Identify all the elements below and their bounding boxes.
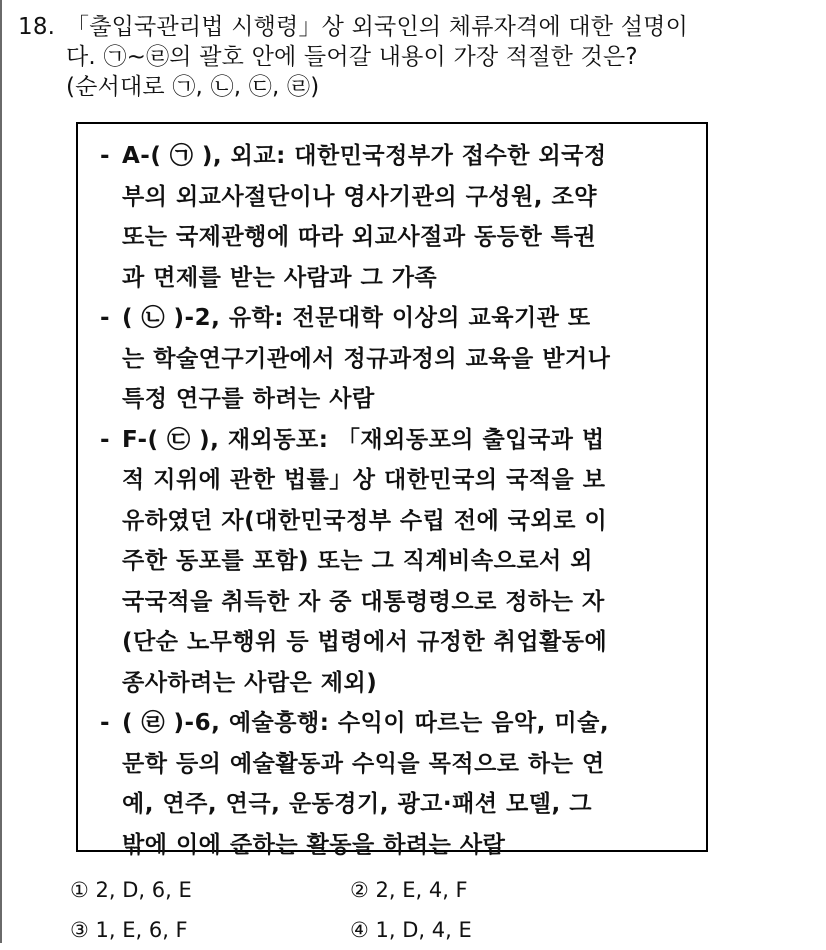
question-line-2: 다. ㉠~㉣의 괄호 안에 들어갈 내용이 가장 적절한 것은? bbox=[66, 44, 638, 70]
question-line-1 bbox=[18, 12, 808, 42]
question-stem bbox=[18, 12, 808, 102]
passage-item-4-line-4: 밖에 이에 준하는 활동을 하려는 사람 bbox=[122, 831, 506, 858]
passage-item-3-line-2: 적 지위에 관한 법률」상 대한민국의 국적을 보 bbox=[122, 467, 606, 493]
passage-item-3-line-3: 유하였던 자(대한민국정부 수립 전에 국외로 이 bbox=[122, 507, 608, 534]
passage-text: ( ㉡ )-2, 유학: 전문대학 이상의 교육기관 또 bbox=[122, 305, 591, 331]
question-line-3: (순서대로 ㉠, ㉡, ㉢, ㉣) bbox=[66, 74, 320, 100]
passage-item-2-line-3: 특정 연구를 하려는 사람 bbox=[122, 386, 375, 412]
passage-text: ( ㉣ )-6, 예술흥행: 수익이 따르는 음악, 미술, bbox=[122, 710, 610, 736]
passage-text: F-( ㉢ ), 재외동포: 「재외동포의 출입국과 법 bbox=[122, 426, 605, 453]
option-2-text: 2, E, 4, F bbox=[375, 878, 468, 902]
passage-item-2-line-1 bbox=[100, 298, 700, 339]
question-number: 18. bbox=[18, 14, 56, 40]
dash-marker: - bbox=[100, 305, 111, 331]
option-4-marker: ④ bbox=[350, 918, 369, 942]
option-3[interactable] bbox=[70, 910, 350, 950]
passage-item-1-line-4: 과 면제를 받는 사람과 그 가족 bbox=[122, 264, 438, 291]
option-4-text: 1, D, 4, E bbox=[375, 918, 472, 942]
passage-item-3-line-5: 국국적을 취득한 자 중 대통령령으로 정하는 자 bbox=[122, 588, 605, 615]
passage-item-1-line-2: 부의 외교사절단이나 영사기관의 구성원, 조약 bbox=[122, 183, 597, 210]
passage-box bbox=[76, 122, 708, 858]
option-3-text: 1, E, 6, F bbox=[95, 918, 188, 942]
passage-item-1-line-3: 또는 국제관행에 따라 외교사절과 동등한 특권 bbox=[122, 224, 597, 250]
dash-marker: - bbox=[100, 426, 111, 453]
passage-item-3-line-4: 주한 동포를 포함) 또는 그 직계비속으로서 외 bbox=[122, 548, 593, 574]
option-4[interactable] bbox=[350, 910, 630, 950]
option-1[interactable] bbox=[70, 870, 350, 910]
passage-item-3-line-7: 종사하려는 사람은 제외) bbox=[122, 669, 378, 696]
options-row-2 bbox=[70, 910, 630, 950]
passage-item-4-line-3: 예, 연주, 연극, 운동경기, 광고·패션 모델, 그 bbox=[122, 791, 592, 817]
passage-item-4-line-1 bbox=[100, 703, 700, 744]
page-left-border bbox=[0, 0, 2, 943]
option-3-marker: ③ bbox=[70, 918, 89, 942]
passage-item-3-line-6: (단순 노무행위 등 법령에서 규정한 취업활동에 bbox=[122, 629, 608, 655]
option-1-text: 2, D, 6, E bbox=[95, 878, 192, 902]
question-text-1: 「출입국관리법 시행령」상 외국인의 체류자격에 대한 설명이 bbox=[66, 14, 688, 40]
passage-text: A-( ㉠ ), 외교: 대한민국정부가 접수한 외국정 bbox=[122, 143, 607, 169]
passage-item-4-line-2: 문학 등의 예술활동과 수익을 목적으로 하는 연 bbox=[122, 750, 605, 777]
dash-marker: - bbox=[100, 143, 111, 169]
dash-marker: - bbox=[100, 710, 111, 736]
option-1-marker: ① bbox=[70, 878, 89, 902]
passage-content bbox=[100, 136, 700, 865]
passage-item-2-line-2: 는 학술연구기관에서 정규과정의 교육을 받거나 bbox=[122, 345, 611, 372]
passage-item-1-line-1 bbox=[100, 136, 700, 177]
answer-options bbox=[70, 870, 630, 950]
options-row-1 bbox=[70, 870, 630, 910]
passage-item-3-line-1 bbox=[100, 420, 700, 461]
option-2-marker: ② bbox=[350, 878, 369, 902]
option-2[interactable] bbox=[350, 870, 630, 910]
